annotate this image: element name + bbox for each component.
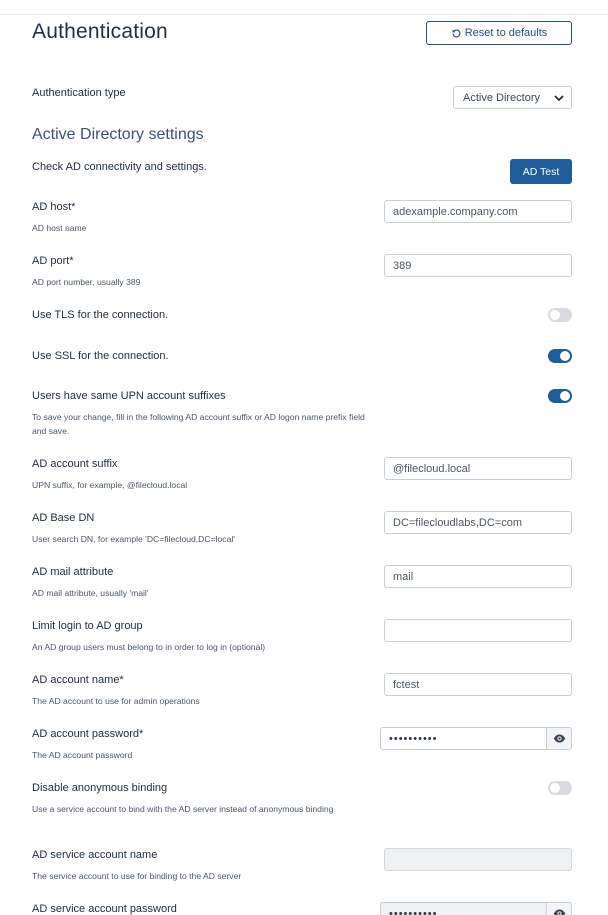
ad-group-help: An AD group users must belong to in order to log in (optional)	[32, 642, 266, 652]
tls-toggle[interactable]	[548, 308, 572, 322]
ad-base-dn-label: AD Base DN	[32, 512, 95, 524]
reset-to-defaults-button[interactable]	[426, 21, 572, 45]
reset-icon	[451, 28, 462, 39]
section-title: Active Directory settings	[32, 126, 204, 143]
ad-service-name-help: The service account to use for binding to the AD server	[32, 871, 242, 881]
eye-icon	[553, 732, 566, 745]
reset-label: Reset to defaults	[464, 27, 548, 39]
ad-host-help: AD host name	[32, 223, 87, 233]
upn-toggle[interactable]	[548, 389, 572, 403]
eye-icon	[553, 907, 566, 915]
upn-label: Users have same UPN account suffixes	[32, 390, 226, 402]
chevron-down-icon	[553, 92, 565, 104]
anon-binding-label: Disable anonymous binding	[32, 782, 168, 794]
ad-mail-input[interactable]: mail	[384, 565, 572, 588]
tls-label: Use TLS for the connection.	[32, 309, 169, 321]
ad-account-password-help: The AD account password	[32, 750, 133, 760]
ad-account-name-help: The AD account to use for admin operations	[32, 696, 200, 706]
ad-host-label: AD host*	[32, 201, 76, 213]
ad-service-name-input[interactable]	[384, 848, 572, 871]
ad-suffix-help: UPN suffix, for example, @filecloud.local	[32, 480, 188, 490]
ad-account-password-field	[380, 727, 572, 750]
ad-suffix-label: AD account suffix	[32, 458, 118, 470]
ad-suffix-input[interactable]: @filecloud.local	[384, 457, 572, 480]
auth-type-value: Active Directory	[463, 91, 541, 104]
ad-account-name-input[interactable]: fctest	[384, 673, 572, 696]
ad-host-input[interactable]: adexample.company.com	[384, 200, 572, 223]
page-title: Authentication	[32, 20, 168, 43]
ad-service-name-label: AD service account name	[32, 849, 158, 861]
ad-port-input[interactable]: 389	[384, 254, 572, 277]
ad-account-password-label: AD account password*	[32, 728, 144, 740]
ad-base-dn-help: User search DN, for example 'DC=filecloud,DC=local'	[32, 534, 235, 544]
ad-mail-help: AD mail attribute, usually 'mail'	[32, 588, 149, 598]
ad-service-password-field	[380, 902, 572, 915]
ad-account-password-input[interactable]: ••••••••••	[380, 727, 546, 750]
ad-account-name-label: AD account name*	[32, 674, 124, 686]
show-password-button[interactable]	[546, 727, 572, 750]
ad-port-label: AD port*	[32, 255, 74, 267]
toggle-knob	[550, 310, 560, 320]
ssl-toggle[interactable]	[548, 349, 572, 363]
auth-type-label: Authentication type	[32, 87, 126, 99]
ad-mail-label: AD mail attribute	[32, 566, 114, 578]
auth-type-select[interactable]	[453, 86, 572, 109]
ad-base-dn-input[interactable]: DC=filecloudlabs,DC=com	[384, 511, 572, 534]
ad-test-button[interactable]: AD Test	[510, 159, 572, 184]
ad-service-password-label: AD service account password	[32, 903, 177, 915]
upn-help: To save your change, fill in the following AD account suffix or AD logon name prefix field and save.	[32, 412, 365, 436]
ad-port-help: AD port number, usually 389	[32, 277, 141, 287]
ad-service-password-input[interactable]: ••••••••••	[380, 902, 546, 915]
anon-binding-help: Use a service account to bind with the AD server instead of anonymous binding	[32, 804, 334, 814]
ad-group-label: Limit login to AD group	[32, 620, 143, 632]
top-divider	[0, 14, 608, 15]
ad-group-input[interactable]	[384, 619, 572, 642]
anon-binding-toggle[interactable]	[548, 781, 572, 795]
ad-check-label: Check AD connectivity and settings.	[32, 161, 207, 173]
toggle-knob	[560, 351, 570, 361]
ssl-label: Use SSL for the connection.	[32, 350, 169, 362]
toggle-knob	[550, 783, 560, 793]
toggle-knob	[560, 391, 570, 401]
show-service-password-button[interactable]	[546, 902, 572, 915]
